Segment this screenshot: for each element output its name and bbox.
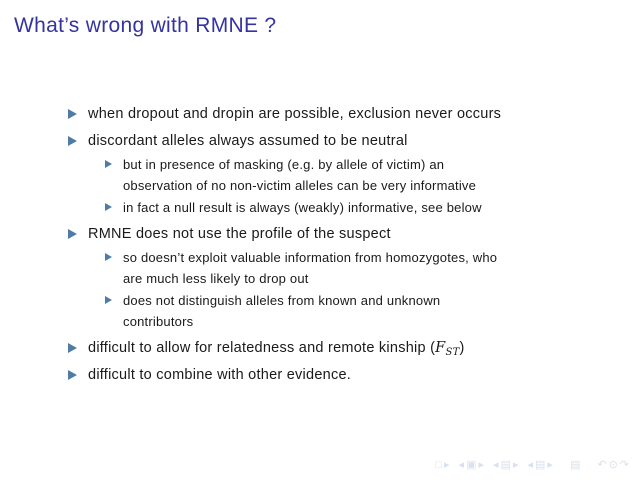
next-frame-icon[interactable]: ▸: [478, 459, 484, 471]
nav-bar: [427, 459, 630, 471]
sub-bullet-item: [105, 154, 608, 196]
slide-icon[interactable]: □: [435, 459, 442, 471]
nav-group: [434, 459, 450, 471]
bullet-line: so doesn’t exploit valuable information from homozygotes, who: [123, 250, 498, 265]
bullet-item: [68, 104, 608, 125]
search-icon[interactable]: ⊙: [608, 459, 618, 471]
bullet-list: [68, 104, 608, 392]
bullet-line: but in presence of masking (e.g. by allele of victim) an: [123, 157, 445, 172]
bullet-line: contributors: [123, 314, 194, 329]
nav-group: [492, 459, 519, 471]
bullet-text-part: difficult to allow for relatedness and remote kinship (: [88, 340, 436, 356]
triangle-bullet-icon: [68, 370, 77, 380]
subsection-icon[interactable]: ▤: [500, 459, 511, 471]
sub-bullet-list: [105, 247, 608, 332]
bullet-text: [88, 224, 608, 245]
bullet-item-block: [68, 338, 608, 359]
triangle-bullet-icon: [68, 109, 77, 119]
prev-section-icon[interactable]: ◂: [527, 459, 533, 471]
bullet-line: are much less likely to drop out: [123, 271, 309, 286]
nav-group: [458, 459, 485, 471]
triangle-bullet-icon: [105, 296, 112, 304]
bullet-line: when dropout and dropin are possible, exclusion never occurs: [88, 106, 502, 122]
bullet-item: [68, 338, 608, 359]
bullet-item: [68, 131, 608, 152]
section-icon[interactable]: ▤: [535, 459, 546, 471]
next-slide-icon[interactable]: ▸: [444, 459, 450, 471]
next-subsection-icon[interactable]: ▸: [512, 459, 519, 471]
bullet-item-block: [68, 104, 608, 125]
triangle-bullet-icon: [68, 343, 77, 353]
bullet-line: observation of no non-victim alleles can be very informative: [123, 178, 477, 193]
bullet-line: in fact a null result is always (weakly) informative, see below: [123, 200, 482, 215]
triangle-bullet-icon: [68, 229, 77, 239]
bullet-item-block: [68, 365, 608, 386]
bullet-line: RMNE does not use the profile of the suspect: [88, 226, 391, 242]
math-variable: F: [435, 340, 446, 356]
bullet-text: [88, 104, 608, 125]
frame-icon[interactable]: ▣: [466, 459, 477, 471]
bullet-line: difficult to combine with other evidence.: [88, 367, 352, 383]
bullet-item: [68, 365, 608, 386]
prev-subsection-icon[interactable]: ◂: [493, 459, 499, 471]
nav-group: [596, 459, 630, 471]
nav-group: [569, 459, 581, 471]
math-subscript: ST: [445, 347, 460, 358]
triangle-bullet-icon: [105, 203, 112, 211]
sub-bullet-text: [123, 247, 608, 289]
triangle-bullet-icon: [68, 136, 77, 146]
nav-group: [526, 459, 553, 471]
appendix-icon[interactable]: ▤: [569, 459, 581, 471]
forward-icon[interactable]: ↷: [619, 459, 629, 471]
next-section-icon[interactable]: ▸: [547, 459, 553, 471]
back-icon[interactable]: ↶: [597, 459, 607, 471]
sub-bullet-list: [105, 154, 608, 218]
prev-frame-icon[interactable]: ◂: [458, 459, 465, 471]
sub-bullet-text: [123, 154, 608, 196]
bullet-text: [88, 338, 608, 359]
sub-bullet-item: [105, 247, 608, 289]
bullet-text: [88, 365, 608, 386]
sub-bullet-text: [123, 290, 608, 332]
bullet-text: [88, 131, 608, 152]
bullet-line: discordant alleles always assumed to be neutral: [88, 133, 408, 149]
bullet-line: does not distinguish alleles from known and unknown: [123, 293, 441, 308]
sub-bullet-item: [105, 197, 608, 218]
bullet-item: [68, 224, 608, 245]
triangle-bullet-icon: [105, 253, 112, 261]
slide-title: What’s wrong with RMNE ?: [14, 14, 277, 37]
sub-bullet-item: [105, 290, 608, 332]
bullet-item-block: [68, 131, 608, 218]
triangle-bullet-icon: [105, 160, 112, 168]
bullet-item-block: [68, 224, 608, 332]
bullet-text-part: ): [459, 340, 465, 356]
sub-bullet-text: [123, 197, 608, 218]
